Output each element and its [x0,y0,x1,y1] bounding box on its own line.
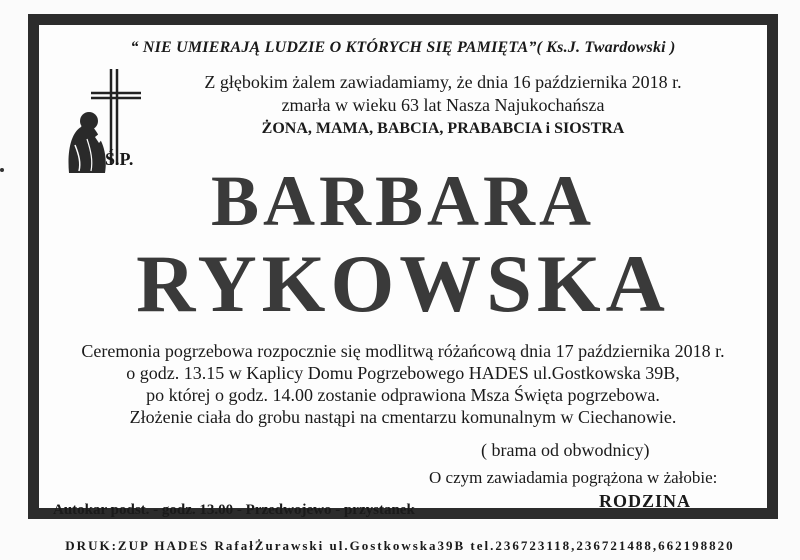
first-name: BARBARA [210,161,596,241]
ceremony-line: Złożenie ciała do grobu nastąpi na cmentarzu komunalnym w Ciechanowie. [129,407,677,427]
ceremony-line: po której o godz. 14.00 zostanie odprawiona Msza Święta pogrzebowa. [146,385,660,405]
family-intro: O czym zawiadamia pogrążona w żałobie: [429,468,718,487]
praying-figure-icon [69,112,109,173]
ceremony-line: Ceremonia pogrzebowa rozpocznie się modlitwą różańcową dnia 17 października 2018 r. [81,341,725,361]
gate-note: ( brama od obwodnicy) [481,440,650,460]
intro-line: Z głębokim żalem zawiadamiamy, że dnia 16 października 2018 r. [204,72,682,92]
bus-note: Autokar podst. - godz. 13.00 - Przedwojewo - przystanek [53,502,415,518]
sp-label: Ś.P. [105,149,134,169]
intro-text [139,71,747,140]
obituary-frame [28,14,778,519]
family-name: RODZINA [599,491,692,511]
intro-line: zmarła w wieku 63 lat Nasza Najukochańsza [281,95,605,115]
margin-mark [0,168,4,172]
relations-line: ŻONA, MAMA, BABCIA, PRABABCIA i SIOSTRA [261,120,625,137]
ceremony-text [39,340,767,428]
ceremony-line: o godz. 13.15 w Kaplicy Domu Pogrzebowego HADES ul.Gostkowska 39B, [126,363,680,383]
printer-footer: DRUK:ZUP HADES RafałŻurawski ul.Gostkowska39B tel.236723118,236721488,662198820 [65,538,735,553]
motto: “ NIE UMIERAJĄ LUDZIE O KTÓRYCH SIĘ PAMIĘTA”( Ks.J. Twardowski ) [130,39,676,56]
last-name: RYKOWSKA [136,238,670,329]
